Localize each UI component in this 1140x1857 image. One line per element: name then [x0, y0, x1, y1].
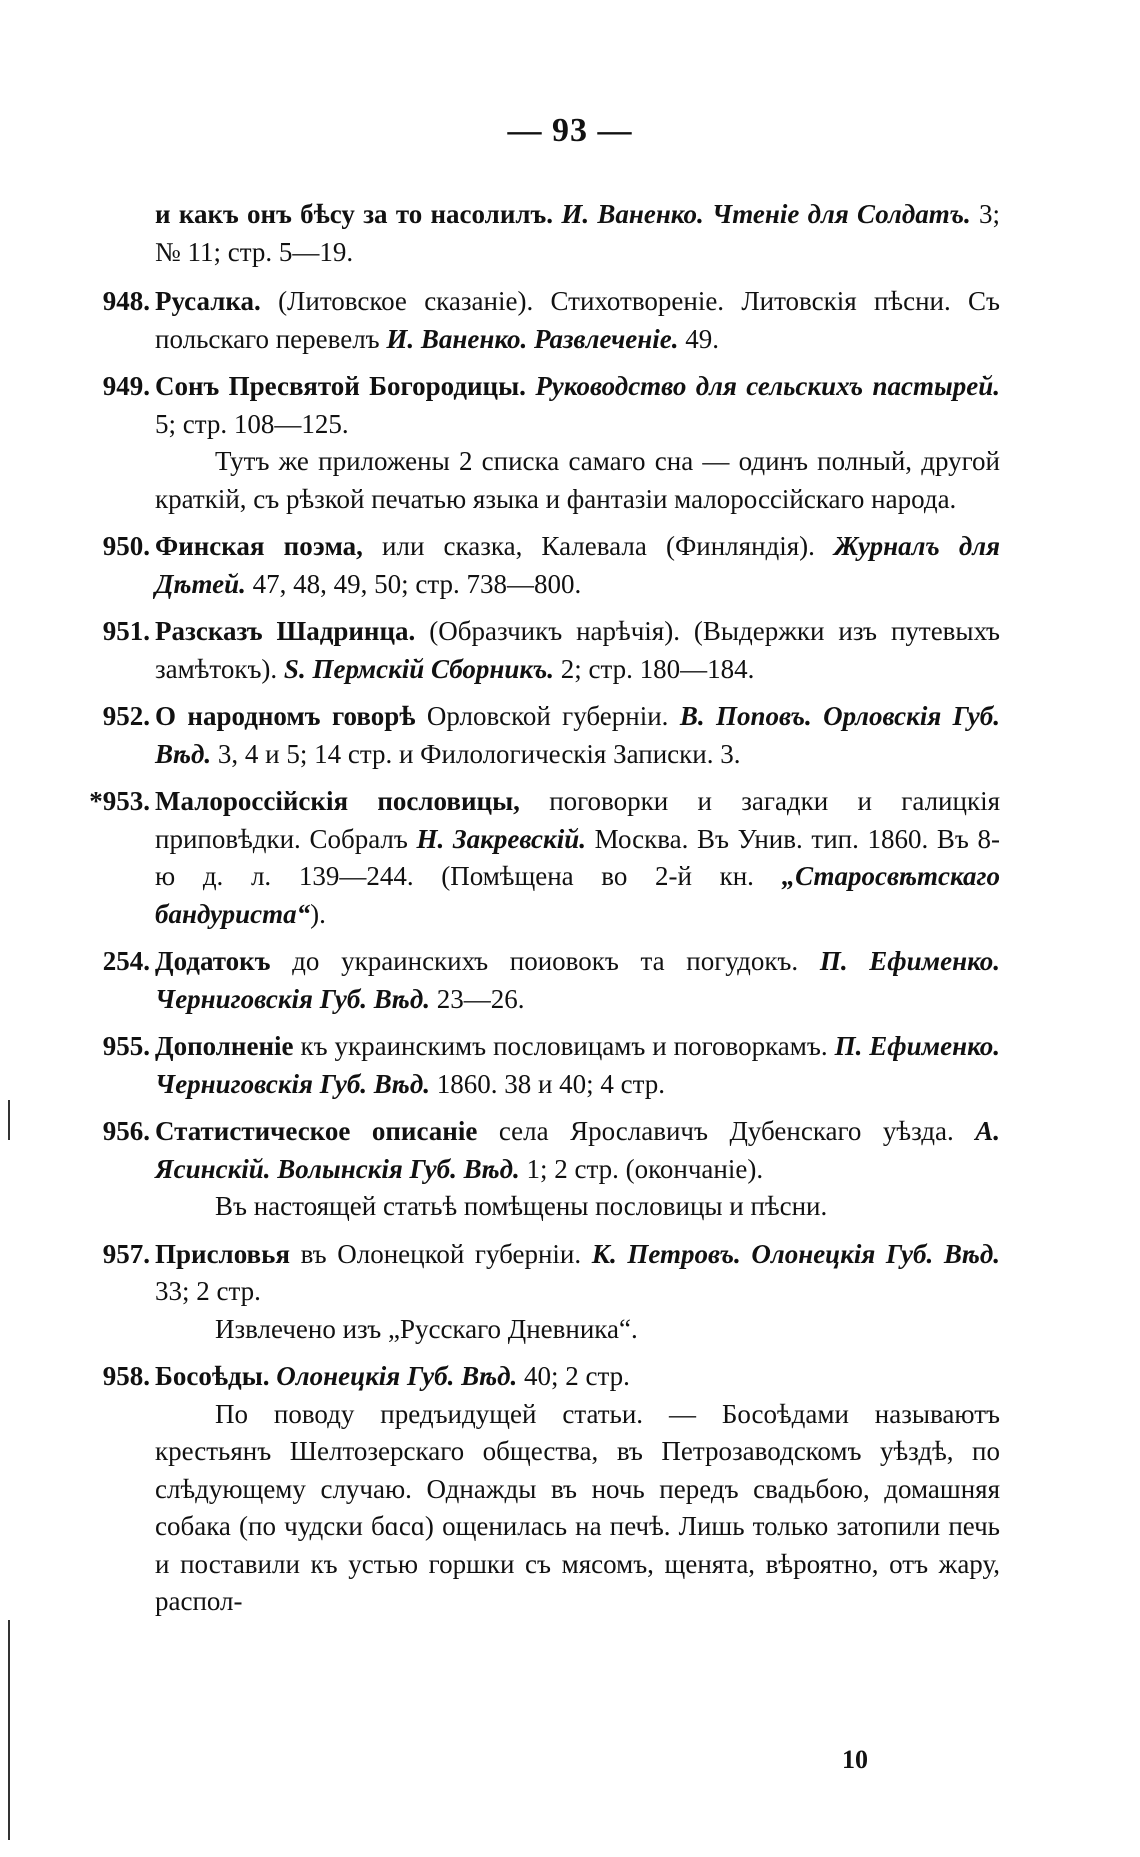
- entry-body: [155, 368, 1000, 518]
- entry-body: [155, 1113, 1000, 1226]
- entry-number: 254.: [102, 946, 150, 976]
- entry-author: П. Ефименко.: [819, 946, 1001, 976]
- entry-number: 948.: [102, 286, 150, 316]
- entry-body: [155, 528, 1000, 603]
- printer-signature: 10: [842, 1745, 868, 1774]
- entry-text: 3; № 11; стр. 5—19.: [155, 199, 1001, 267]
- entry-body: [155, 783, 1000, 933]
- list-item: [80, 943, 1000, 1018]
- entry-author: И. Ваненко.: [561, 199, 704, 229]
- entry-source: Черниговскiя Губ. Вѣд.: [155, 983, 430, 1014]
- entry-text: въ Олонецкой губернiи.: [290, 1238, 592, 1269]
- entry-body: [155, 1236, 1000, 1349]
- entry-number: 952.: [102, 701, 150, 731]
- entry-text: до украинскихъ поиовокъ та погудокъ.: [270, 946, 820, 976]
- entry-number: 955.: [102, 1031, 150, 1061]
- entry-number: 951.: [102, 616, 150, 646]
- list-item: [80, 528, 1000, 603]
- entry-note: Тутъ же приложены 2 списка самаго сна — одинъ полный, другой краткiй, съ рѣзкой печатью языка и фантазiи малороссiйскаго народа.: [155, 446, 1000, 514]
- entry-text: 23—26.: [429, 983, 525, 1014]
- entry-source: Черниговскiя Губ. Вѣд.: [155, 1068, 430, 1099]
- list-item: [80, 1113, 1000, 1226]
- entry-text: 40; 2 стр.: [517, 1361, 630, 1391]
- entry-author: Н. Закревскiй.: [416, 823, 586, 854]
- entry-heading: Финская поэма,: [155, 531, 363, 561]
- entry-heading: О народномъ говорѣ: [155, 701, 416, 731]
- list-item: [80, 196, 1000, 271]
- entry-text: 2; стр. 180—184.: [554, 653, 755, 684]
- entry-body: [155, 943, 1000, 1018]
- entry-text: (Образчикъ нарѣчiя). (Выдержки изъ путевыхъ замѣтокъ).: [155, 616, 1001, 684]
- entry-text: къ украинскимъ пословицамъ и поговоркамъ.: [293, 1031, 835, 1061]
- entry-source: Журналъ для Дѣтей.: [155, 531, 1000, 599]
- entry-heading: Босоѣды.: [155, 1361, 270, 1391]
- entry-source: Олонецкiя Губ. Вѣд.: [276, 1361, 518, 1391]
- entry-text: 1; 2 стр. (окончанiе).: [519, 1153, 764, 1184]
- entry-heading: Разсказъ Шадринца.: [155, 616, 416, 646]
- entry-text: ).: [310, 898, 326, 929]
- entry-author: А. Ясинскiй.: [155, 1116, 1000, 1184]
- list-item: [80, 783, 1000, 933]
- entry-text: или сказка, Калевала (Финляндiя).: [362, 531, 835, 561]
- entry-heading: Присловья: [155, 1238, 290, 1269]
- entry-number: 956.: [102, 1116, 150, 1146]
- entry-number: 958.: [102, 1361, 150, 1391]
- entry-heading: Малороссiйскiя пословицы,: [155, 786, 520, 816]
- entry-heading: Русалка.: [155, 286, 261, 316]
- page-number: — 93 —: [507, 112, 633, 149]
- entry-note: По поводу предъидущей статьи. — Босоѣдами называютъ крестьянъ Шелтозерскаго общества, въ Петрозаводскомъ уѣздѣ, по слѣдующему случаю. Однажды въ ночь передъ свадьбою, домашняя собака (по чудски бɑсɑ) ощенилась на печѣ. Лишь только затопили печь и поставили къ устью горшки съ мясомъ, щенята, вѣроятно, отъ жару, распол-: [155, 1398, 1000, 1616]
- entry-text: [812, 701, 823, 731]
- entry-text: 47, 48, 49, 50; стр. 738—800.: [245, 568, 582, 599]
- list-item: [80, 368, 1000, 518]
- entry-body: [155, 283, 1000, 358]
- entry-heading: Сонъ Пресвятой Богородицы.: [155, 371, 526, 401]
- entry-text: [741, 1239, 752, 1269]
- entry-source: Олонецкiя Губ. Вѣд.: [751, 1238, 1001, 1269]
- entry-heading: Дополненiе: [155, 1031, 294, 1061]
- entry-source: Пермскiй Сборникъ.: [312, 653, 555, 684]
- entry-text: 1860. 38 и 40; 4 стр.: [429, 1068, 666, 1099]
- list-item: [80, 613, 1000, 688]
- entry-source: Развлеченiе.: [534, 323, 679, 354]
- entry-source: „Старосвѣтскаго бандуриста“: [155, 861, 1000, 929]
- entry-body: [155, 1028, 1000, 1103]
- entry-heading: Додатокъ: [155, 946, 271, 976]
- entry-text: 3, 4 и 5; 14 стр. и Филологическiя Записки. 3.: [211, 738, 741, 769]
- entry-heading: Статистическое описанiе: [155, 1116, 478, 1146]
- list-item: [80, 283, 1000, 358]
- entry-note: Извлечено изъ „Русскаго Дневника“.: [215, 1313, 638, 1344]
- entry-body: [155, 613, 1000, 688]
- entry-number: 957.: [102, 1238, 150, 1269]
- entry-heading: и какъ онъ бѣсу за то насолилъ.: [155, 199, 554, 229]
- entry-source: Орловскiя Губ. Вѣд.: [155, 701, 1001, 769]
- list-item: [80, 1028, 1000, 1103]
- entry-text: поговорки и загадки и галицкiя приповѣдки. Собралъ: [155, 786, 1000, 854]
- entry-note: Въ настоящей статьѣ помѣщены пословицы и пѣсни.: [215, 1191, 828, 1221]
- entry-number: 949.: [102, 371, 150, 401]
- entry-text: (Литовское сказанiе). Стихотворенiе. Литовскiя пѣсни. Съ польскаго перевелъ: [155, 286, 1000, 354]
- entry-text: [704, 199, 712, 229]
- list-item: [80, 698, 1000, 773]
- entry-text: 33; 2 стр.: [155, 1276, 261, 1306]
- entry-source: Руководство для сельскихъ пастырей.: [535, 371, 1001, 401]
- list-item: [80, 1236, 1000, 1349]
- entry-number: 950.: [102, 531, 150, 561]
- entry-body: [155, 698, 1000, 773]
- left-margin-mark: [8, 1620, 10, 1840]
- entry-author: К. Петровъ.: [591, 1238, 741, 1269]
- list-item: [80, 1358, 1000, 1621]
- entry-text: [526, 371, 535, 401]
- entry-author: И. Ваненко.: [386, 323, 528, 354]
- entry-author: П. Ефименко.: [834, 1031, 1001, 1061]
- entry-text: 5; стр. 108—125.: [155, 408, 349, 439]
- entry-source: Волынскiя Губ. Вѣд.: [277, 1153, 520, 1184]
- entry-text: села Ярославичъ Дубенскаго уѣзда.: [477, 1116, 976, 1146]
- entry-body: [155, 196, 1000, 271]
- entry-author: В. Поповъ.: [679, 701, 812, 731]
- entry-text: 49.: [678, 323, 719, 354]
- entry-text: Орловской губернiи.: [415, 701, 680, 731]
- entry-author: S.: [283, 653, 306, 684]
- entry-source: Чтенiе для Солдатъ.: [712, 199, 971, 229]
- entry-text: Москва. Въ Унив. тип. 1860. Въ 8-ю д. л. 139—244. (Помѣщена во 2-й кн.: [155, 823, 1000, 891]
- bibliography-list: [80, 196, 1000, 1631]
- entry-number: *953.: [89, 786, 150, 816]
- left-margin-mark: [8, 1100, 10, 1140]
- entry-body: [155, 1358, 1000, 1621]
